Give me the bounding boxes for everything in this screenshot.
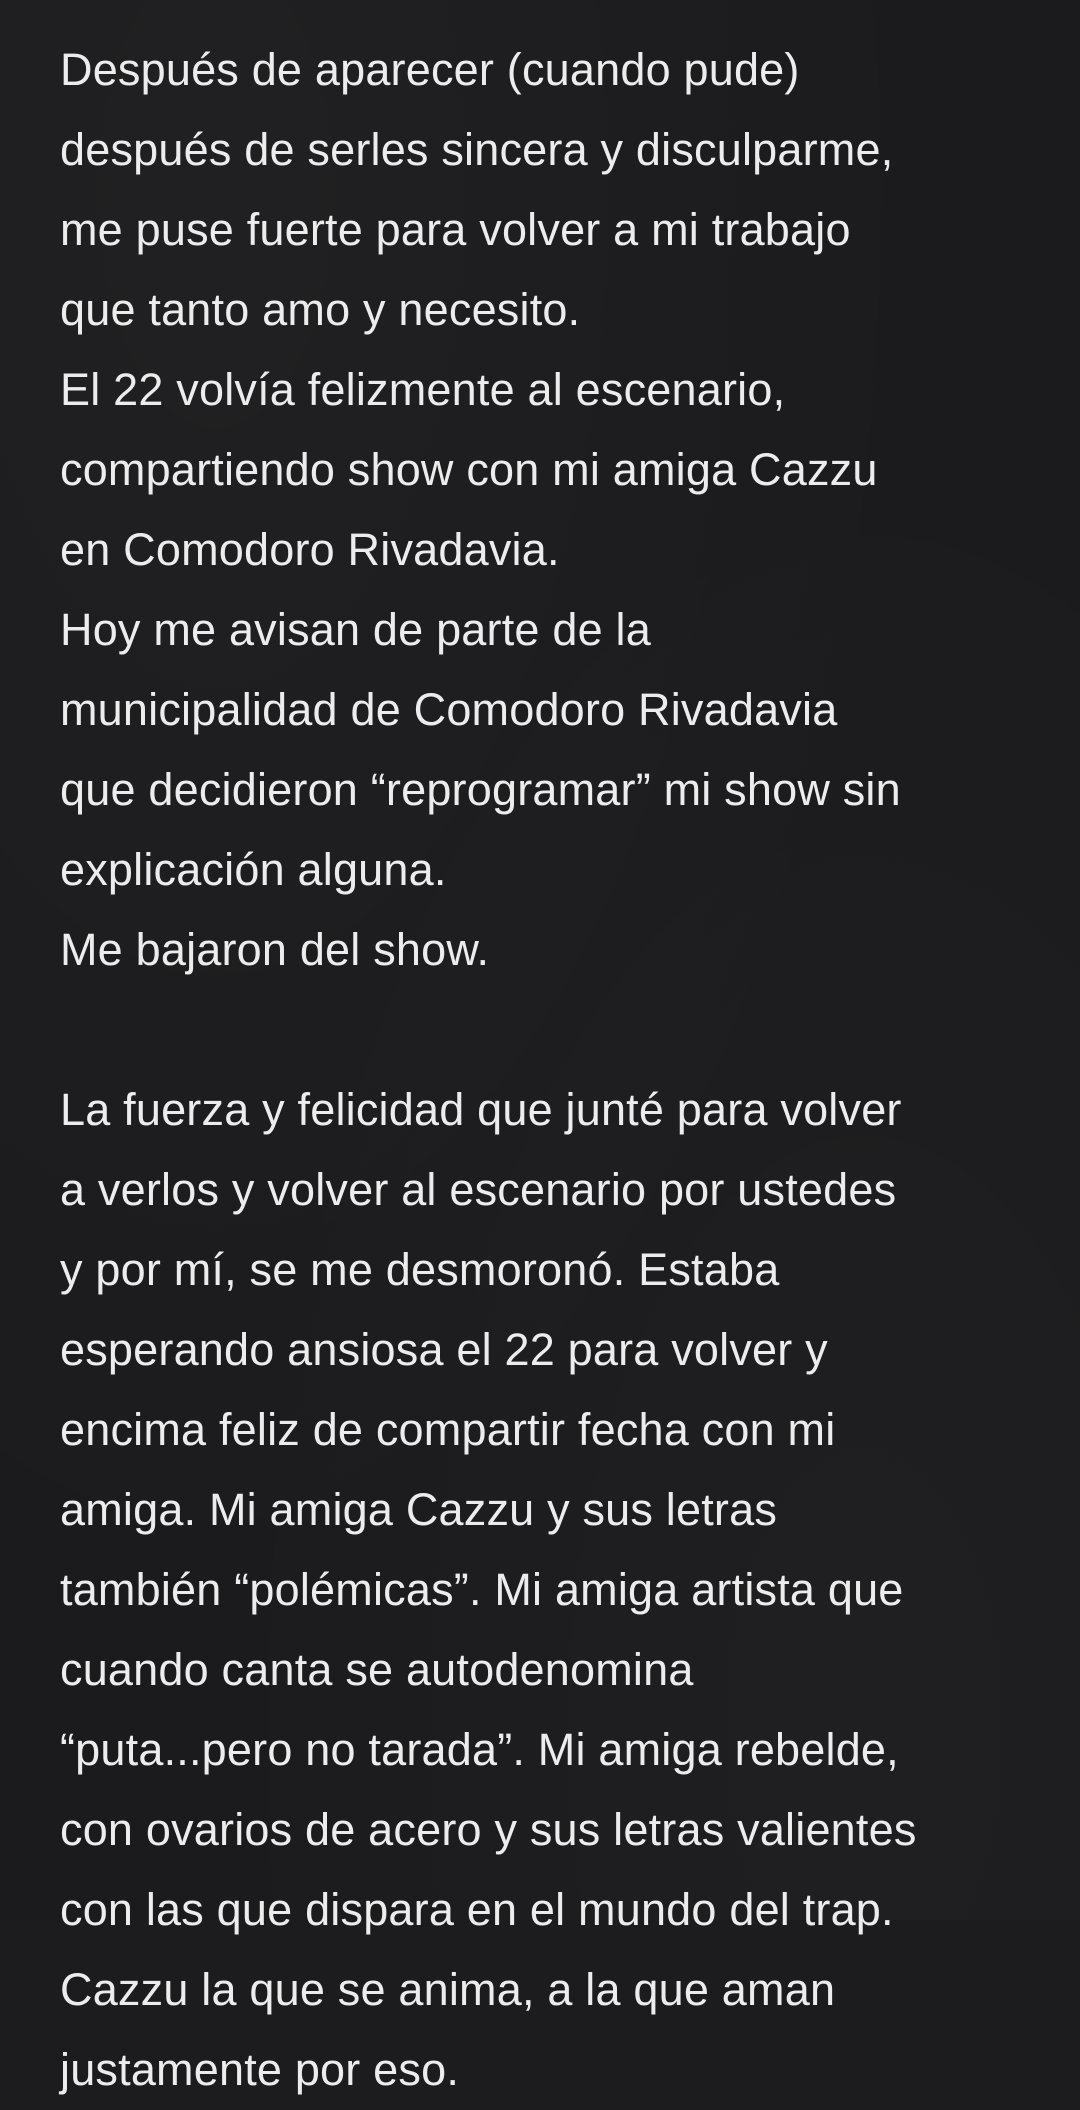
note-line: cuando canta se autodenomina xyxy=(60,1644,694,1695)
note-line: y por mí, se me desmoronó. Estaba xyxy=(60,1244,780,1295)
paragraph-break xyxy=(60,990,1040,1070)
note-line: después de serles sincera y disculparme, xyxy=(60,124,894,175)
note-line: El 22 volvía felizmente al escenario, xyxy=(60,364,786,415)
note-line: con ovarios de acero y sus letras valientes xyxy=(60,1804,917,1855)
note-line: explicación alguna. xyxy=(60,844,447,895)
note-line: La fuerza y felicidad que junté para volver xyxy=(60,1084,902,1135)
note-line: encima feliz de compartir fecha con mi xyxy=(60,1404,836,1455)
note-line: amiga. Mi amiga Cazzu y sus letras xyxy=(60,1484,778,1535)
note-line: Cazzu la que se anima, a la que aman xyxy=(60,1964,836,2015)
note-line: Hoy me avisan de parte de la xyxy=(60,604,651,655)
note-line: con las que dispara en el mundo del trap. xyxy=(60,1884,894,1935)
note-line: Después de aparecer (cuando pude) xyxy=(60,44,800,95)
note-line: “puta...pero no tarada”. Mi amiga rebelde, xyxy=(60,1724,899,1775)
note-line: Me bajaron del show. xyxy=(60,924,490,975)
note-line: en Comodoro Rivadavia. xyxy=(60,524,560,575)
note-line: justamente por eso. xyxy=(60,2044,460,2095)
note-line: esperando ansiosa el 22 para volver y xyxy=(60,1324,828,1375)
note-line: municipalidad de Comodoro Rivadavia xyxy=(60,684,838,735)
note-body[interactable] xyxy=(60,30,1040,2110)
note-line: también “polémicas”. Mi amiga artista que xyxy=(60,1564,904,1615)
note-line: que decidieron “reprogramar” mi show sin xyxy=(60,764,901,815)
note-line: compartiendo show con mi amiga Cazzu xyxy=(60,444,878,495)
note-line: que tanto amo y necesito. xyxy=(60,284,581,335)
note-line: me puse fuerte para volver a mi trabajo xyxy=(60,204,851,255)
note-line: a verlos y volver al escenario por ustedes xyxy=(60,1164,897,1215)
